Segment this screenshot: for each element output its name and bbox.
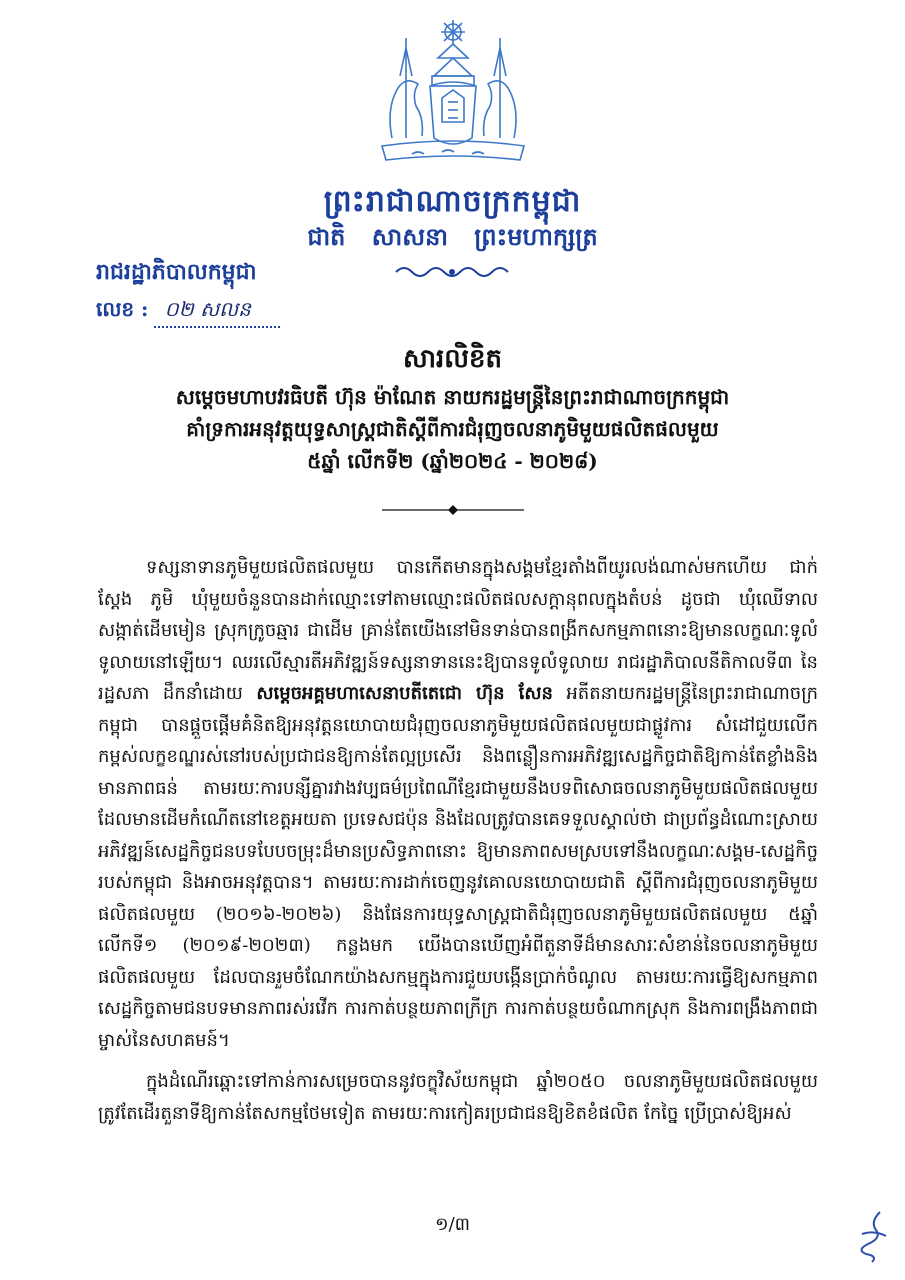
reference-label: លេខ : — [96, 297, 149, 321]
subtitle-line-1: សម្តេចមហាបវរធិបតី ហ៊ុន ម៉ាណែត នាយករដ្ឋមន្ត្រីនៃព្រះរាជាណាចក្រកម្ពុជា — [175, 385, 730, 409]
letter-body — [98, 552, 818, 1129]
reference-number-field — [96, 296, 280, 328]
paragraph-1-bold-name: សម្តេចអគ្គមហាសេនាបតីតេជោ ហ៊ុន សែន — [256, 683, 553, 704]
handwritten-initial-icon — [850, 1208, 896, 1264]
kingdom-motto: ជាតិ សាសនា ព្រះមហាក្សត្រ — [307, 222, 598, 251]
paragraph-2: ក្នុងដំណើរឆ្ពោះទៅកាន់ការសម្រេចបាននូវចក្ខុវិស័យកម្ពុជា ឆ្នាំ២០៥០ ចលនាភូមិមួយផលិតផលមួយ ត្រូវតែដើរតួនាទីឱ្យកាន់តែសកម្មថែមទៀត តាមរយៈការកៀគរប្រជាជនឱ្យខិតខំផលិត កែច្នៃ ប្រើប្រាស់ឱ្យអស់ — [98, 1071, 818, 1124]
ornament-icon — [392, 262, 512, 280]
paragraph-1-part-a: ទស្សនាទានភូមិមួយផលិតផលមួយ បានកើតមានក្នុងសង្គមខ្មែរតាំងពីយូរលង់ណាស់មកហើយ ជាក់ស្តែង ភូមិ ឃុំមួយចំនួនបានដាក់ឈ្មោះទៅតាមឈ្មោះផលិតផលសក្តានុពលក្នុងតំបន់ ដូចជា ឃុំឈើទាល សង្កាត់ដើមមៀន ស្រុកក្រូចឆ្មារ ជាដើម គ្រាន់តែយើងនៅមិនទាន់បានពង្រីកសកម្មភាពនោះឱ្យមានលក្ខណៈទូលំទូលាយនៅឡើយ។ ឈរលើស្មារតីអភិវឌ្ឍន៍ទស្សនាទាននេះឱ្យបានទូលំទូលាយ រាជរដ្ឋាភិបាលនីតិកាលទី៣ នៃរដ្ឋសភា ដឹកនាំដោយ — [98, 557, 818, 704]
kingdom-name: ព្រះរាជាណាចក្រកម្ពុជា — [323, 184, 582, 219]
divider-ornament-icon — [382, 504, 524, 516]
paragraph-1-part-b: អតីតនាយករដ្ឋមន្ត្រីនៃព្រះរាជាណាចក្រកម្ពុជា បានផ្តួចផ្តើមគំនិតឱ្យអនុវត្តនយោបាយជំរុញចលនាភូមិមួយផលិតផលមួយជាផ្លូវការ សំដៅជួយលើកកម្ពស់លក្ខខណ្ឌរស់នៅរបស់ប្រជាជនឱ្យកាន់តែល្អប្រសើរ និងពន្លឿនការអភិវឌ្ឍសេដ្ឋកិច្ចជាតិឱ្យកាន់តែខ្លាំងនិងមានភាពធន់ តាមរយៈការបន្សីគ្នារវាងវប្បធម៌ប្រពៃណីខ្មែរជាមួយនឹងបទពិសោធចលនាភូមិមួយផលិតផលមួយ ដែលមានដើមកំណើតនៅខេត្តអយតា ប្រទេសជប៉ុន និងដែលត្រូវបានគេទទួលស្គាល់ថា ជាប្រព័ន្ធដំណោះស្រាយអភិវឌ្ឍន៍សេដ្ឋកិច្ចជនបទបែបចម្រុះដ៏មានប្រសិទ្ធភាពនោះ ឱ្យមានភាពសមស្របទៅនឹងលក្ខណៈសង្គម-សេដ្ឋកិច្ចរបស់កម្ពុជា និងអាចអនុវត្តបាន។ តាមរយៈការដាក់ចេញនូវគោលនយោបាយជាតិ ស្តីពីការជំរុញចលនាភូមិមួយផលិតផលមួយ (២០១៦-២០២៦) និងផែនការយុទ្ធសាស្ត្រជាតិជំរុញចលនាភូមិមួយផលិតផលមួយ ៥ឆ្នាំ លើកទី១ (២០១៩-២០២៣) កន្លងមក យើងបានឃើញអំពីតួនាទីដ៏មានសារៈសំខាន់នៃចលនាភូមិមួយផលិតផលមួយ ដែលបានរួមចំណែកយ៉ាងសកម្មក្នុងការជួយបង្កើនប្រាក់ចំណូល តាមរយៈការធ្វើឱ្យសកម្មភាពសេដ្ឋកិច្ចតាមជនបទមានភាពរស់រវើក ការកាត់បន្ថយភាពក្រីក្រ ការកាត់បន្ថយចំណាកស្រុក និងការពង្រឹងភាពជាម្ចាស់នៃសហគមន៍។ — [98, 683, 818, 1051]
subtitle-line-2: គាំទ្រការអនុវត្តយុទ្ធសាស្ត្រជាតិស្តីពីការជំរុញចលនាភូមិមួយផលិតផលមួយ — [186, 417, 719, 441]
subtitle-line-3: ៥ឆ្នាំ លើកទី២ (ឆ្នាំ២០២៤ - ២០២៨) — [307, 449, 598, 473]
reference-number: ០២ សលន — [154, 296, 280, 328]
document-title: សារលិខិត — [402, 344, 503, 374]
government-name: រាជរដ្ឋាភិបាលកម្ពុជា — [96, 259, 257, 285]
paragraph-1 — [98, 552, 818, 1056]
royal-coat-of-arms-icon — [372, 18, 534, 168]
page-number: ១/៣ — [434, 1214, 471, 1235]
